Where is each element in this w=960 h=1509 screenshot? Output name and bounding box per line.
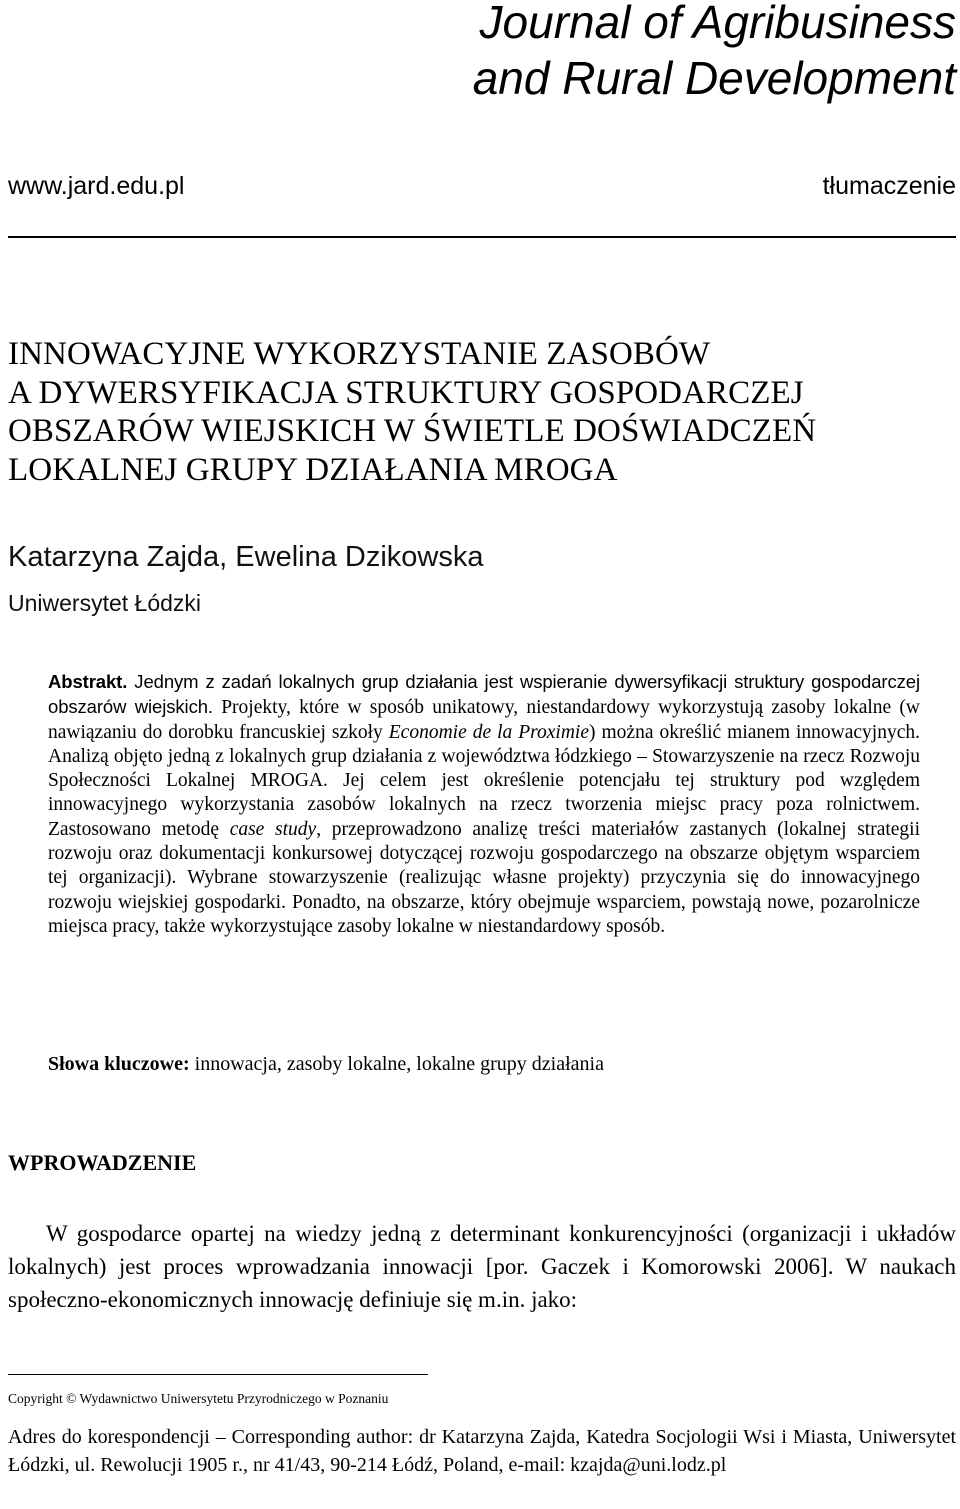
- footnote-divider: [8, 1374, 428, 1375]
- abstract: [48, 670, 920, 939]
- journal-title: [473, 0, 956, 106]
- article-title-line: INNOWACYJNE WYKORZYSTANIE ZASOBÓW: [8, 336, 711, 372]
- abstract-italic-term: Economie de la Proximie: [388, 721, 590, 743]
- correspondence-address: Adres do korespondencji – Corresponding author: dr Katarzyna Zajda, Katedra Socjologii Wsi i Miasta, Uniwersytet Łódzki, ul. Rewolucji 1905 r., nr 41/43, 90-214 Łódź, Poland, e-mail: kzajda@uni.lodz.pl: [8, 1426, 956, 1476]
- article-title: [8, 335, 958, 489]
- keywords-text: innowacja, zasoby lokalne, lokalne grupy działania: [189, 1053, 604, 1075]
- abstract-label: Abstrakt.: [48, 671, 128, 692]
- article-title-line: A DYWERSYFIKACJA STRUKTURY GOSPODARCZEJ: [8, 374, 804, 411]
- article-title-line: OBSZARÓW WIEJSKICH W ŚWIETLE DOŚWIADCZEŃ: [8, 413, 817, 449]
- abstract-text-part2: Projekty, które w sposób unikatowy, niestandardowy wykorzystują zasoby lokalne (w nawiązaniu do dorobku francuskiej szkoły: [48, 697, 921, 743]
- article-authors: Katarzyna Zajda, Ewelina Dzikowska: [8, 541, 484, 573]
- translation-label: tłumaczenie: [822, 172, 956, 200]
- copyright-notice: Copyright © Wydawnictwo Uniwersytetu Przyrodniczego w Poznaniu: [8, 1391, 389, 1406]
- abstract-text-part1: Jednym z zadań lokalnych grup działania jest wspieranie dywersyfikacji struktury gospodarczej obszarów wiejskich.: [48, 671, 920, 718]
- introduction-paragraph: W gospodarce opartej na wiedzy jedną z determinant konkurencyjności (organizacji i układów lokalnych) jest proces wprowadzania innowacji [por. Gaczek i Komorowski 2006]. W naukach społeczno-ekonomicznych innowację definiuje się m.in. jako:: [8, 1221, 956, 1312]
- abstract-text-part4: , przeprowadzono analizę treści materiałów zastanych (lokalnej strategii rozwoju oraz dokumentacji konkursowej dotyczącej rozwoju gospodarczego na obszarze objętym wsparciem tej organizacji). Wybrane stowarzyszenie (realizując własne projekty) przyczynia się do innowacyjnego rozwoju wiejskiej gospodarki. Ponadto, na obszarze, który obejmuje wsparciem, powstają nowe, pozarolnicze miejsca pracy, także wykorzystujące zasoby lokalne w niestandardowy sposób.: [48, 818, 921, 937]
- author-affiliation: Uniwersytet Łódzki: [8, 590, 202, 616]
- header-divider: [8, 236, 956, 238]
- journal-title-line-1: Journal of Agribusiness: [479, 0, 956, 48]
- journal-header-row: [8, 172, 956, 201]
- abstract-text-part3: ) można określić mianem innowacyjnych. Analizą objęto jedną z lokalnych grup działania z województwa łódzkiego – Stowarzyszenie na rzecz Rozwoju Społeczności Lokalnej MROGA. Jej celem jest określenie potencjału tej struktury pod względem innowacyjnego wykorzystania zasobów lokalnych na rzecz tworzenia miejsc pracy poza rolnictwem. Zastosowano metodę: [48, 721, 920, 840]
- keywords: [48, 1053, 604, 1076]
- section-heading-introduction: WPROWADZENIE: [8, 1150, 197, 1175]
- abstract-italic-method: case study: [229, 818, 317, 840]
- journal-title-line-2: and Rural Development: [472, 52, 956, 104]
- article-title-line: LOKALNEJ GRUPY DZIAŁANIA MROGA: [8, 451, 618, 488]
- keywords-label: Słowa kluczowe:: [48, 1053, 190, 1075]
- journal-website-link[interactable]: www.jard.edu.pl: [8, 172, 185, 200]
